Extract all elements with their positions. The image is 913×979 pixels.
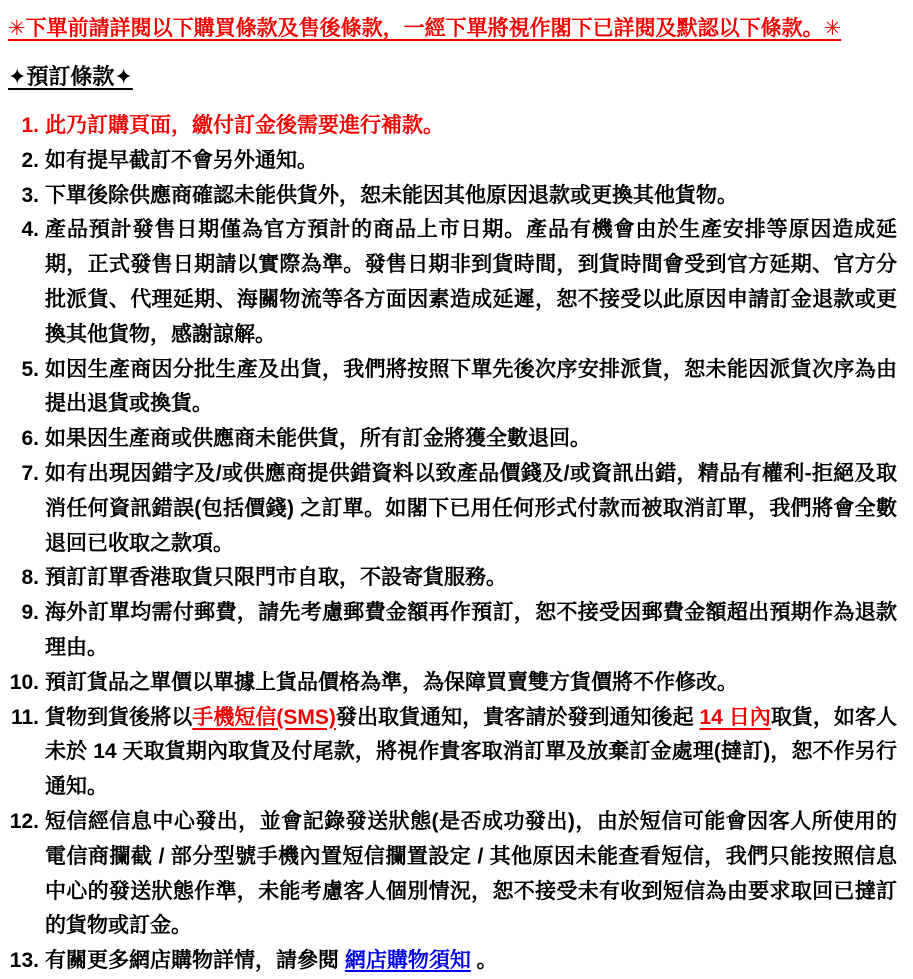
term-number: 8. bbox=[21, 566, 39, 590]
term-segment: 短信經信息中心發出，並會記錄發送狀態(是否成功發出)，由於短信可能會因客人所使用的電信商攔截 / 部分型號手機內置短信攔置設定 / 其他原因未能查看短信，我們只能按照信息中心的發送狀態作準，未能考慮客人個別情況，恕不接受未有收到短信為由要求取回已撻訂的貨物或訂金。 bbox=[45, 809, 897, 938]
term-item bbox=[8, 213, 897, 352]
preorder-terms-title: ✦預訂條款✦ bbox=[8, 64, 133, 89]
term-number: 10. bbox=[9, 670, 39, 694]
term-segment: 取貨，如客人未於 14 天取貨期內取貨及付尾款，將視作貴客取消訂單及放棄訂金處理(撻訂)，恕不作另行通知。 bbox=[45, 705, 898, 799]
term-segment: 14 日內 bbox=[699, 705, 771, 729]
term-segment: 貨物到貨後將以 bbox=[45, 705, 193, 729]
term-segment: 手機短信(SMS) bbox=[192, 705, 336, 729]
term-number: 4. bbox=[21, 218, 39, 242]
term-segment: 下單後除供應商確認未能供貨外，恕未能因其他原因退款或更換其他貨物。 bbox=[45, 183, 738, 207]
term-item bbox=[8, 144, 897, 179]
purchase-terms-warning: ✳下單前請詳閱以下購買條款及售後條款，一經下單將視作閣下已詳閱及默認以下條款。✳ bbox=[8, 17, 842, 40]
term-number: 6. bbox=[21, 427, 39, 451]
term-item bbox=[8, 109, 897, 144]
term-item bbox=[8, 561, 897, 596]
store-shopping-notice-link[interactable]: 網店購物須知 bbox=[344, 949, 471, 973]
term-item bbox=[8, 701, 897, 805]
term-number: 2. bbox=[21, 148, 39, 172]
term-segment: 有關更多網店購物詳情，請參閱 bbox=[45, 949, 345, 973]
term-number: 13. bbox=[9, 949, 39, 973]
term-number: 7. bbox=[21, 461, 39, 485]
term-segment: 發出取貨通知，貴客請於發到通知後起 bbox=[335, 705, 700, 729]
term-item bbox=[8, 422, 897, 457]
term-item bbox=[8, 179, 897, 214]
term-number: 5. bbox=[21, 357, 39, 381]
term-segment: 預訂貨品之單價以單據上貨品價格為準，為保障買賣雙方貨價將不作修改。 bbox=[45, 670, 738, 694]
term-number: 9. bbox=[21, 601, 39, 625]
term-number: 1. bbox=[21, 114, 39, 137]
term-number: 12. bbox=[9, 809, 39, 833]
term-number: 3. bbox=[21, 183, 39, 207]
term-number: 11. bbox=[10, 705, 39, 729]
term-item bbox=[8, 805, 897, 944]
terms-list bbox=[8, 109, 897, 979]
term-item bbox=[8, 353, 897, 423]
term-segment: 產品預計發售日期僅為官方預計的商品上市日期。產品有機會由於生產安排等原因造成延期，正式發售日期請以實際為準。發售日期非到貨時間，到貨時間會受到官方延期、官方分批派貨、代理延期、海關物流等各方面因素造成延遲，恕不接受以此原因申請訂金退款或更換其他貨物，感謝諒解。 bbox=[45, 218, 897, 346]
term-segment: 海外訂單均需付郵費，請先考慮郵費金額再作預訂，恕不接受因郵費金額超出預期作為退款理由。 bbox=[45, 601, 897, 659]
term-segment: 。 bbox=[470, 949, 498, 973]
term-segment: 如有出現因錯字及/或供應商提供錯資料以致產品價錢及/或資訊出錯，精品有權利-拒絕及取消任何資訊錯誤(包括價錢) 之訂單。如閣下已用任何形式付款而被取消訂單，我們將會全數退回已收取之款項。 bbox=[45, 461, 897, 555]
term-item bbox=[8, 944, 897, 979]
term-item bbox=[8, 596, 897, 666]
term-segment: 如有提早截訂不會另外通知。 bbox=[45, 148, 318, 172]
term-segment: 如因生產商因分批生產及出貨，我們將按照下單先後次序安排派貨，恕未能因派貨次序為由提出退貨或換貨。 bbox=[45, 357, 897, 416]
term-item bbox=[8, 457, 897, 561]
term-segment: 預訂訂單香港取貨只限門市自取，不設寄貨服務。 bbox=[45, 566, 507, 590]
term-item bbox=[8, 666, 897, 701]
term-segment: 此乃訂購頁面，繳付訂金後需要進行補款。 bbox=[45, 114, 444, 137]
term-segment: 如果因生產商或供應商未能供貨，所有訂金將獲全數退回。 bbox=[45, 427, 591, 451]
